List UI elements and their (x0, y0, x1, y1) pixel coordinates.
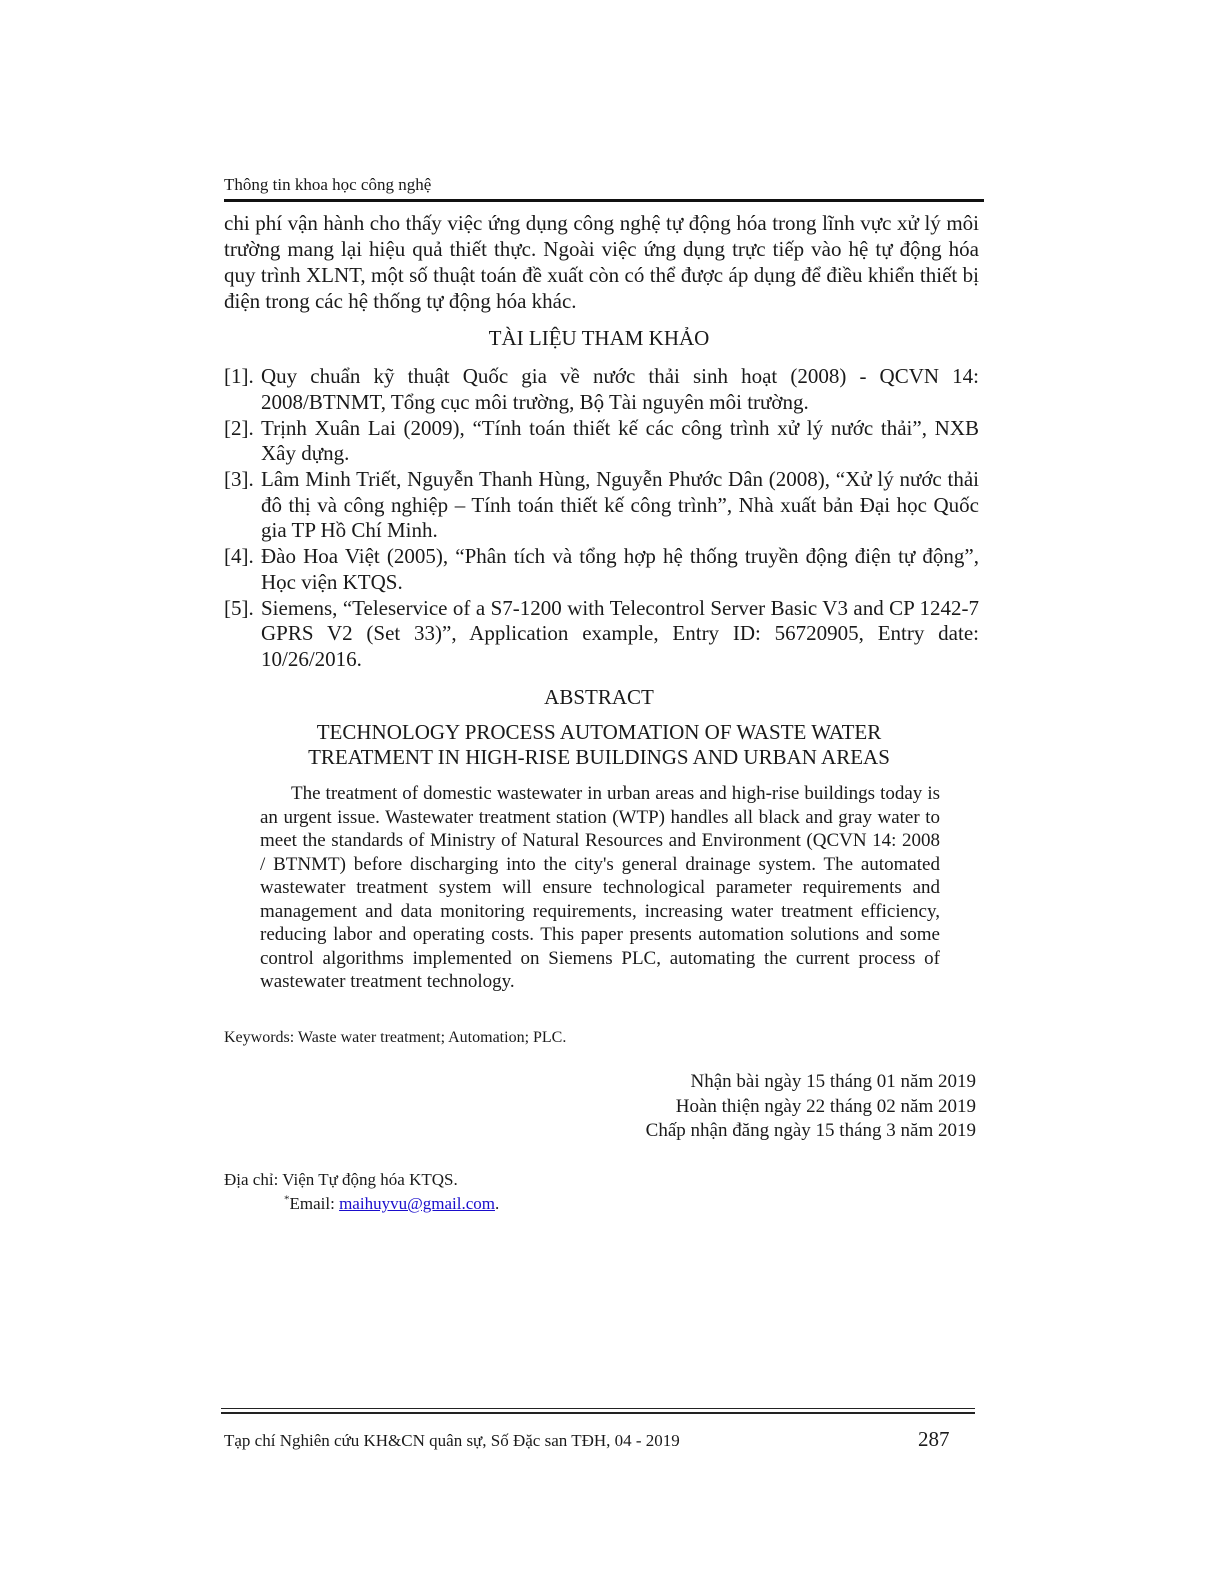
running-header: Thông tin khoa học công nghệ (224, 175, 432, 194)
reference-text: Siemens, “Teleservice of a S7-1200 with Telecontrol Server Basic V3 and CP 1242-7 GPRS V2 (Set 33)”, Application example, Entry ID: 56720905, Entry date: 10/26/2016. (261, 595, 979, 671)
reference-item (224, 544, 979, 595)
reference-text: Đào Hoa Việt (2005), “Phân tích và tổng hợp hệ thống truyền động điện tự động”, Học viện KTQS. (261, 544, 979, 594)
received-date: Nhận bài ngày 15 tháng 01 năm 2019 (690, 1071, 976, 1092)
email-link[interactable]: maihuyvu@gmail.com (339, 1194, 495, 1213)
reference-item (224, 596, 979, 673)
reference-number: [5]. (224, 595, 254, 620)
reference-item (224, 416, 979, 467)
email-trailing: . (494, 1194, 500, 1213)
reference-text: Trịnh Xuân Lai (2009), “Tính toán thiết kế các công trình xử lý nước thải”, NXB Xây dựng. (261, 415, 979, 465)
conclusion-paragraph: chi phí vận hành cho thấy việc ứng dụng công nghệ tự động hóa trong lĩnh vực xử lý môi trường mang lại hiệu quả thiết thực. Ngoài việc ứng dụng trực tiếp vào hệ tự động hóa quy trình XLNT, một số thuật toán đề xuất còn có thể được áp dụng để điều khiển thiết bị điện trong các hệ thống tự động hóa khác. (224, 211, 979, 313)
reference-text: Quy chuẩn kỹ thuật Quốc gia về nước thải sinh hoạt (2008) - QCVN 14: 2008/BTNMT, Tổng cục môi trường, Bộ Tài nguyên môi trường. (261, 364, 979, 414)
page-number: 287 (918, 1427, 950, 1451)
reference-text: Lâm Minh Triết, Nguyễn Thanh Hùng, Nguyễn Phước Dân (2008), “Xử lý nước thải đô thị và công nghiệp – Tính toán thiết kế công trình”, Nhà xuất bản Đại học Quốc gia TP Hồ Chí Minh. (261, 467, 979, 542)
reference-number: [2]. (224, 415, 254, 440)
abstract-text: The treatment of domestic wastewater in urban areas and high-rise buildings today is an urgent issue. Wastewater treatment station (WTP) handles all black and gray water to meet the standards of Ministry of Natural Resources and Environment (QCVN 14: 2008 / BTNMT) before discharging into the city's general drainage system. The automated wastewater treatment system will ensure technological parameter requirements and management and data monitoring requirements, increasing water treatment efficiency, reducing labor and operating costs. This paper presents automation solutions and some control algorithms implemented on Siemens PLC, automating the current process of wastewater treatment technology. (260, 783, 940, 992)
references-heading: TÀI LIỆU THAM KHẢO (488, 326, 710, 350)
reference-number: [4]. (224, 544, 254, 568)
reference-number: [3]. (224, 467, 254, 491)
reference-list (224, 364, 979, 673)
email-line (284, 1192, 499, 1216)
journal-footer: Tạp chí Nghiên cứu KH&CN quân sự, Số Đặc san TĐH, 04 - 2019 (224, 1431, 680, 1450)
abstract-heading: ABSTRACT (544, 685, 654, 709)
revised-date: Hoàn thiện ngày 22 tháng 02 năm 2019 (675, 1095, 976, 1117)
author-address: Địa chỉ: Viện Tự động hóa KTQS. (224, 1170, 458, 1189)
reference-item (224, 364, 979, 415)
submission-dates (560, 1070, 976, 1144)
footer-rule-thin (221, 1408, 975, 1409)
reference-number: [1]. (224, 364, 254, 388)
paper-title-line-2: TREATMENT IN HIGH-RISE BUILDINGS AND URBAN AREAS (308, 744, 890, 769)
email-label: Email: (289, 1194, 340, 1213)
footer-rule-thick (221, 1412, 975, 1414)
header-rule (224, 199, 984, 202)
email-marker: * (284, 1193, 290, 1206)
paper-title (224, 720, 974, 769)
paper-title-line-1: TECHNOLOGY PROCESS AUTOMATION OF WASTE WATER (316, 720, 882, 744)
reference-item (224, 467, 979, 544)
keywords: Keywords: Waste water treatment; Automation; PLC. (224, 1029, 567, 1046)
accepted-date: Chấp nhận đăng ngày 15 tháng 3 năm 2019 (645, 1120, 976, 1141)
